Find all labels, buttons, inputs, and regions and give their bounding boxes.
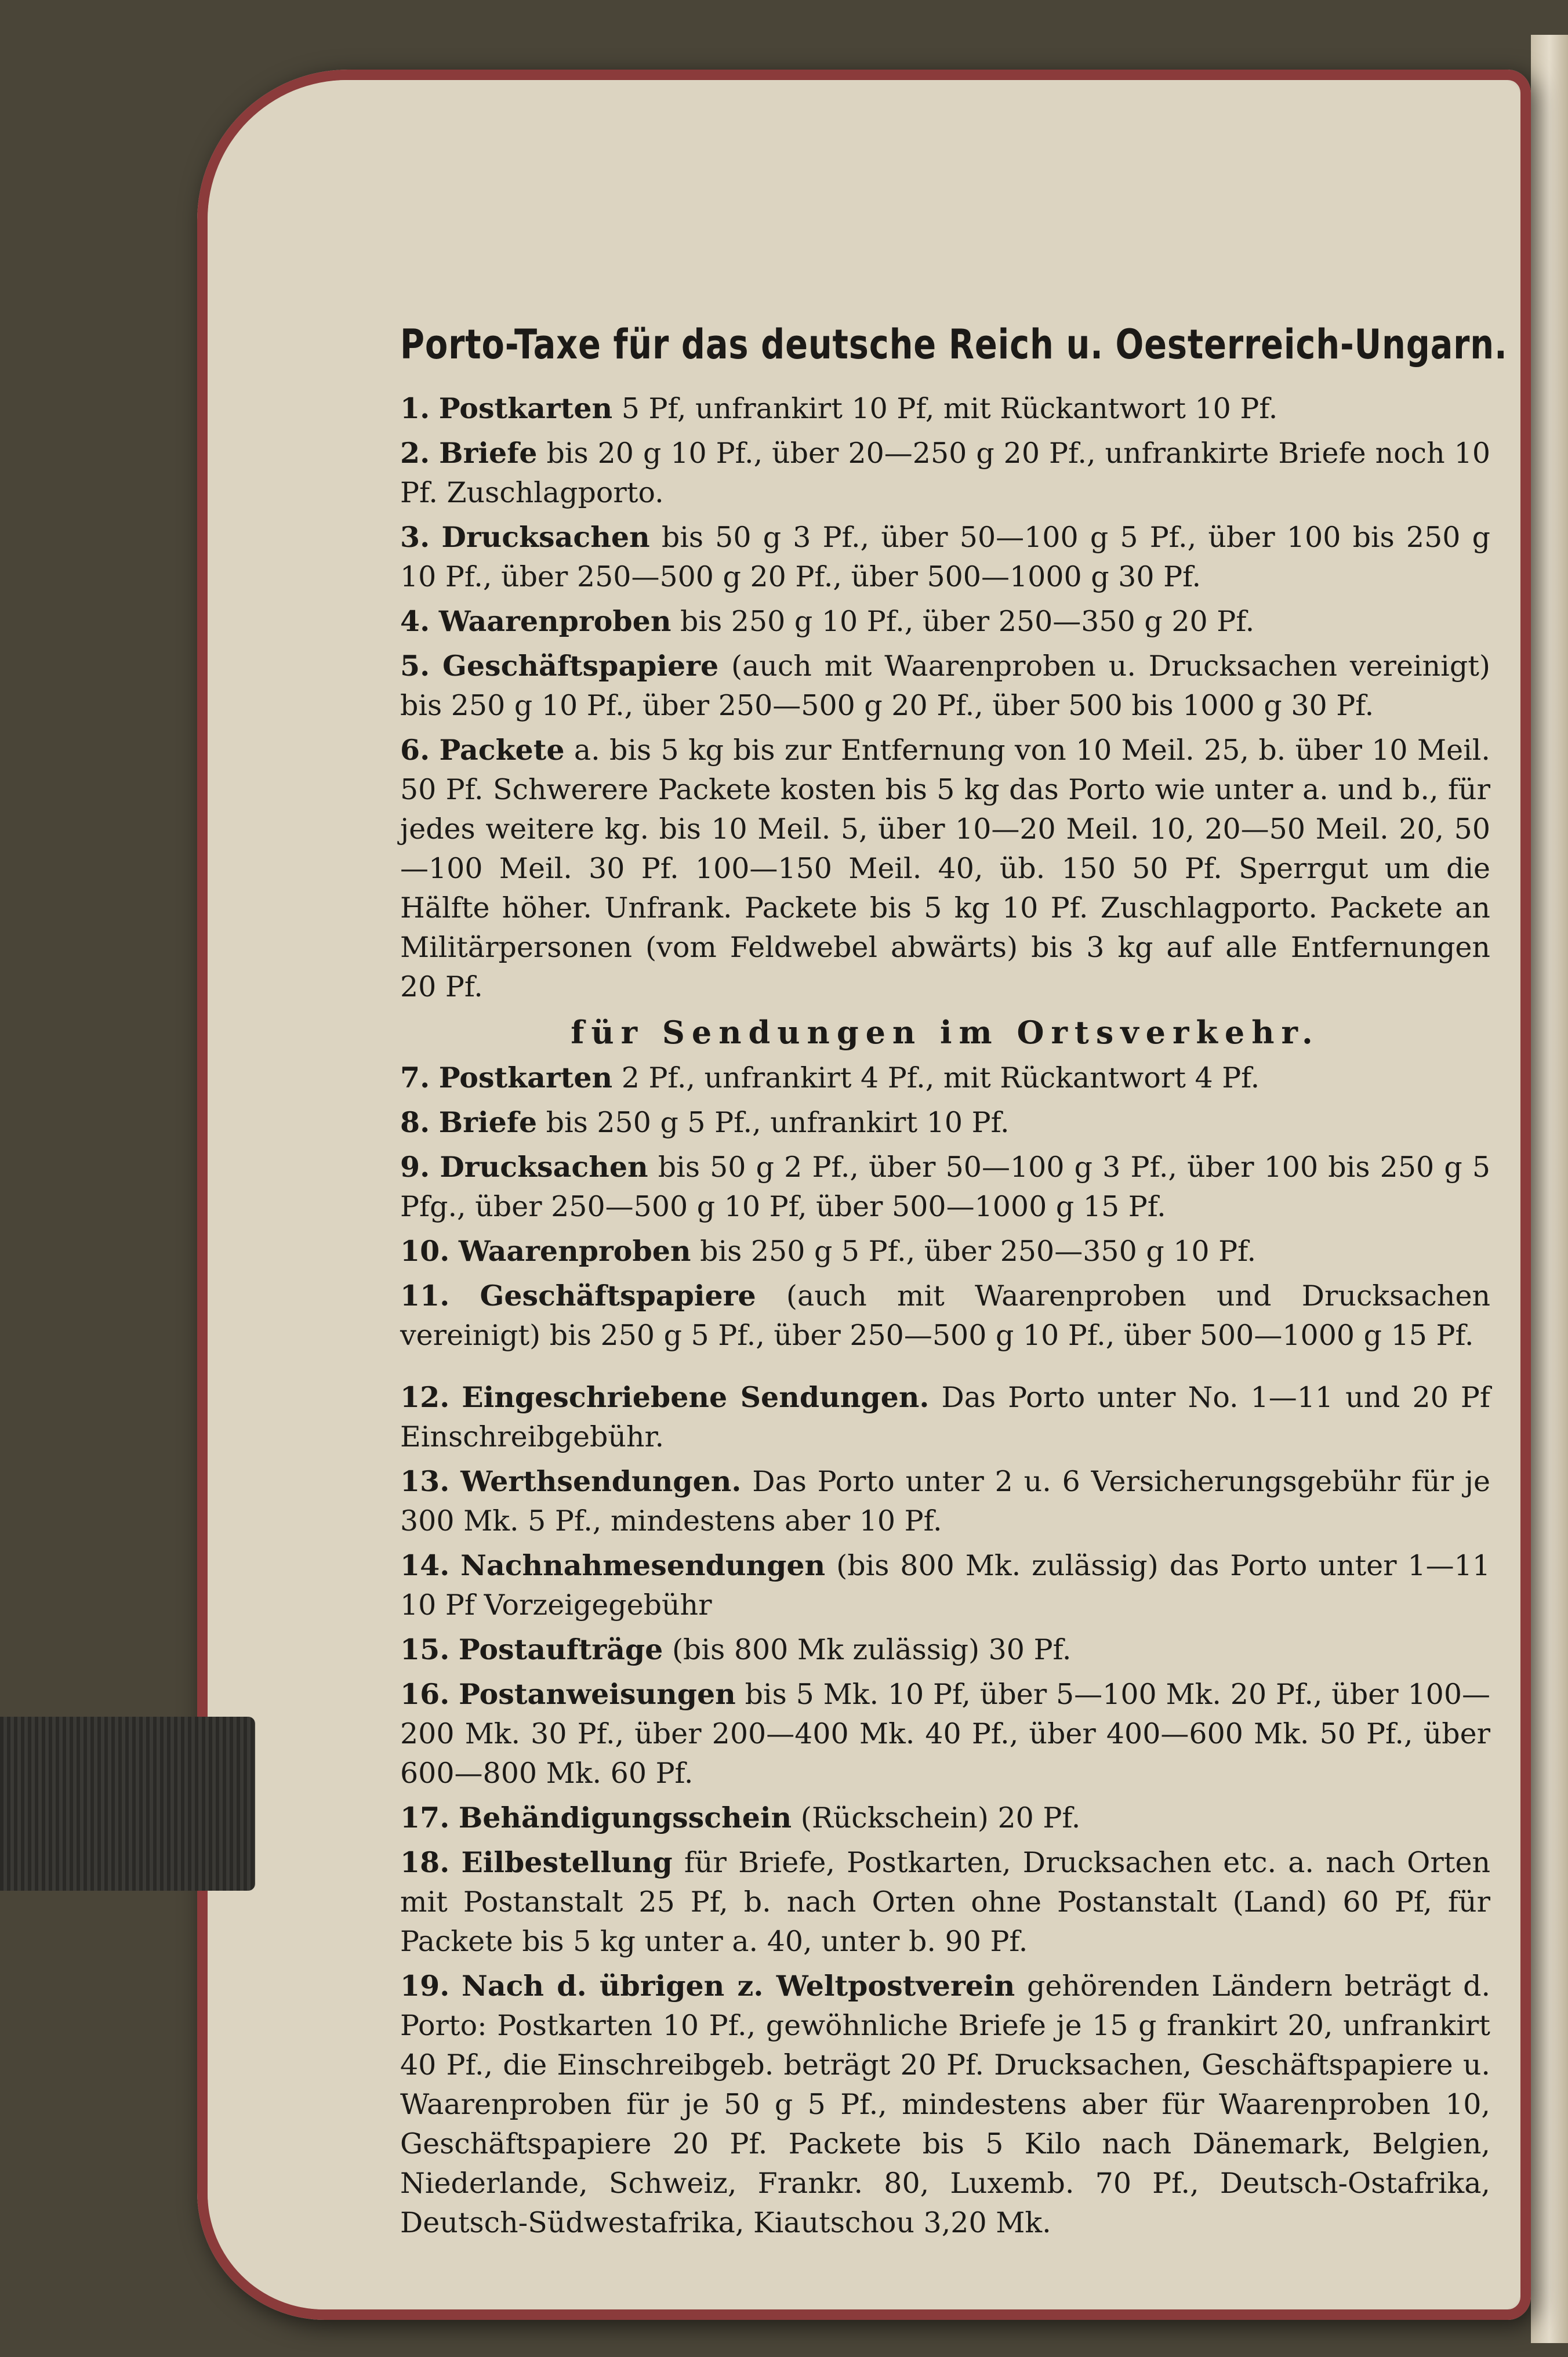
item-heading: Geschäftspapiere (442, 649, 719, 683)
tariff-item (400, 433, 1490, 513)
elastic-band (0, 1717, 255, 1891)
tariff-item (400, 389, 1490, 429)
item-text: (Rückschein) 20 Pf. (800, 1801, 1081, 1834)
item-number: 14. (400, 1549, 450, 1582)
item-number: 13. (400, 1464, 450, 1498)
item-text: bis 250 g 5 Pf., unfrankirt 10 Pf. (546, 1106, 1010, 1139)
item-text: (bis 800 Mk zulässig) 30 Pf. (672, 1633, 1072, 1666)
item-text: bis 250 g 5 Pf., über 250—350 g 10 Pf. (700, 1235, 1257, 1268)
item-heading: Nachnahmesendungen (460, 1549, 826, 1582)
item-heading: Postaufträge (458, 1633, 663, 1666)
tariff-item (400, 1546, 1490, 1625)
item-number: 4. (400, 604, 430, 638)
tariff-item (400, 730, 1490, 1007)
item-text: bis 5 Mk. 10 Pf, über 5—100 Mk. 20 Pf., über 100—200 Mk. 30 Pf., über 200—400 Mk. 40 Pf., über 400—600 Mk. 50 Pf., über 600—800 Mk. 60 Pf. (400, 1678, 1490, 1790)
item-text: Das Porto unter No. 1—11 und 20 Pf Einschreibgebühr. (400, 1381, 1491, 1453)
section-heading-local: für Sendungen im Ortsverkehr. (571, 1014, 1320, 1051)
tariff-item (400, 1674, 1490, 1793)
book-edge (1531, 35, 1568, 2343)
tariff-item (400, 517, 1490, 597)
page-content (400, 321, 1508, 2247)
item-heading: Geschäftspapiere (480, 1279, 756, 1312)
item-heading: Werthsendungen. (460, 1464, 742, 1498)
item-heading: Postanweisungen (459, 1677, 736, 1711)
item-number: 5. (400, 649, 430, 683)
item-number: 10. (400, 1234, 450, 1268)
tariff-item (400, 646, 1490, 726)
tariff-item (400, 1462, 1490, 1541)
item-heading: Eilbestellung (461, 1845, 673, 1879)
item-number: 8. (400, 1105, 430, 1139)
item-text: bis 20 g 10 Pf., über 20—250 g 20 Pf., unfrankirte Briefe noch 10 Pf. Zuschlagporto. (400, 437, 1491, 509)
page-title: Porto-Taxe für das deutsche Reich u. Oesterreich-Ungarn. (400, 321, 1508, 368)
tariff-item (400, 1147, 1490, 1227)
item-text: 2 Pf., unfrankirt 4 Pf., mit Rückantwort 4 Pf. (621, 1061, 1260, 1094)
tariff-item (400, 601, 1490, 641)
item-number: 17. (400, 1801, 450, 1834)
item-number: 7. (400, 1061, 430, 1094)
tariff-list-general (400, 389, 1490, 1007)
item-number: 3. (400, 520, 430, 554)
item-number: 1. (400, 391, 430, 425)
item-text: (auch mit Waarenproben u. Drucksachen vereinigt) bis 250 g 10 Pf., über 250—500 g 20 Pf., über 500 bis 1000 g 30 Pf. (400, 650, 1491, 722)
item-text: gehörenden Ländern beträgt d. Porto: Postkarten 10 Pf., gewöhnliche Briefe je 15 g frankirt 20, unfrankirt 40 Pf., die Einschreibgeb. beträgt 20 Pf. Drucksachen, Geschäftspapiere u. Waarenproben für je 50 g 5 Pf., mindestens aber für Waarenproben 10, Geschäftspapiere 20 Pf. Packete bis 5 Kilo nach Dänemark, Belgien, Niederlande, Schweiz, Frankr. 80, Luxemb. 70 Pf., Deutsch-Ostafrika, Deutsch-Südwestafrika, Kiautschou 3,20 Mk. (400, 1970, 1491, 2239)
item-heading: Packete (439, 733, 565, 767)
tariff-list-special (400, 1377, 1490, 2243)
item-heading: Briefe (438, 1105, 538, 1139)
tariff-item (400, 1630, 1490, 1670)
tariff-item (400, 1966, 1490, 2243)
item-heading: Briefe (439, 436, 538, 470)
item-number: 9. (400, 1150, 430, 1184)
tariff-item (400, 1103, 1490, 1143)
tariff-item (400, 1798, 1490, 1838)
spacer (400, 1360, 1490, 1377)
tariff-list-local (400, 1058, 1490, 1355)
item-number: 6. (400, 733, 430, 767)
tariff-item (400, 1231, 1490, 1271)
item-text: bis 50 g 2 Pf., über 50—100 g 3 Pf., über 100 bis 250 g 5 Pfg., über 250—500 g 10 Pf, über 500—1000 g 15 Pf. (400, 1151, 1491, 1223)
tariff-item (400, 1058, 1490, 1098)
item-number: 18. (400, 1845, 450, 1879)
item-heading: Postkarten (438, 391, 613, 425)
item-number: 11. (400, 1279, 450, 1312)
item-heading: Drucksachen (440, 1150, 648, 1184)
item-heading: Behändigungsschein (458, 1801, 792, 1834)
item-text: bis 250 g 10 Pf., über 250—350 g 20 Pf. (680, 605, 1255, 638)
tariff-item (400, 1843, 1490, 1961)
item-number: 15. (400, 1633, 450, 1666)
tariff-item (400, 1377, 1490, 1457)
item-text: bis 50 g 3 Pf., über 50—100 g 5 Pf., über 100 bis 250 g 10 Pf., über 250—500 g 20 Pf., über 500—1000 g 30 Pf. (400, 521, 1490, 593)
item-text: a. bis 5 kg bis zur Entfernung von 10 Meil. 25, b. über 10 Meil. 50 Pf. Schwerere Packete kosten bis 5 kg das Porto wie unter a. und b., für jedes weitere kg. bis 10 Meil. 5, über 10—20 Meil. 10, 20—50 Meil. 20, 50—100 Meil. 30 Pf. 100—150 Meil. 40, üb. 150 50 Pf. Sperrgut um die Hälfte höher. Unfrank. Packete bis 5 kg 10 Pf. Zuschlagporto. Packete an Militärpersonen (vom Feldwebel abwärts) bis 3 kg auf alle Entfernungen 20 Pf. (400, 734, 1491, 1003)
item-number: 2. (400, 436, 430, 470)
item-heading: Drucksachen (441, 520, 650, 554)
item-text: 5 Pf, unfrankirt 10 Pf, mit Rückantwort 10 Pf. (621, 392, 1278, 425)
item-text: (bis 800 Mk. zulässig) das Porto unter 1—11 10 Pf Vorzeigegebühr (400, 1549, 1491, 1622)
item-heading: Waarenproben (458, 1234, 691, 1268)
item-text: Das Porto unter 2 u. 6 Versicherungsgebühr für je 300 Mk. 5 Pf., mindestens aber 10 Pf. (400, 1465, 1491, 1538)
item-heading: Postkarten (438, 1061, 613, 1094)
item-heading: Waarenproben (438, 604, 672, 638)
item-number: 19. (400, 1969, 450, 2003)
item-number: 16. (400, 1677, 450, 1711)
item-heading: Nach d. übrigen z. Weltpostverein (462, 1969, 1015, 2003)
item-text: für Briefe, Postkarten, Drucksachen etc. a. nach Orten mit Postanstalt 25 Pf, b. nach Orten ohne Postanstalt (Land) 60 Pf, für Packete bis 5 kg unter a. 40, unter b. 90 Pf. (400, 1846, 1490, 1958)
tariff-item (400, 1276, 1490, 1355)
item-number: 12. (400, 1380, 450, 1414)
item-text: (auch mit Waarenproben und Drucksachen vereinigt) bis 250 g 5 Pf., über 250—500 g 10 Pf., über 500—1000 g 15 Pf. (400, 1279, 1491, 1352)
item-heading: Eingeschriebene Sendungen. (462, 1380, 930, 1414)
